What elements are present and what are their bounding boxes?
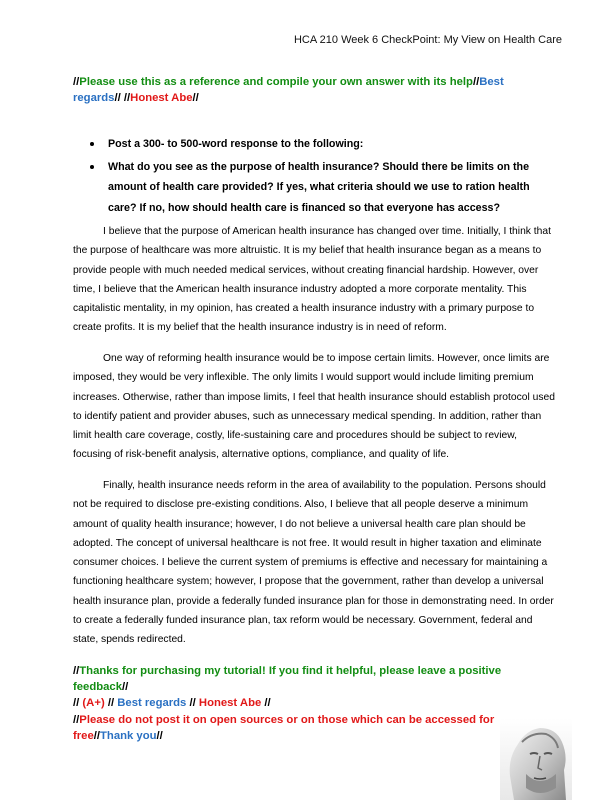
notice-slashes: // xyxy=(73,665,80,677)
reference-notice xyxy=(73,74,543,106)
notice-slashes: // xyxy=(73,714,80,726)
thank-you-text: Thank you xyxy=(100,730,157,742)
notice-slashes: // xyxy=(192,92,199,104)
best-regards: Best regards xyxy=(73,76,504,104)
page-header: HCA 210 Week 6 CheckPoint: My View on Health Care xyxy=(293,34,562,46)
notice-slashes: // xyxy=(73,76,80,88)
notice-slashes: // xyxy=(121,681,129,693)
best-regards: Best regards xyxy=(117,697,187,709)
lincoln-statue-image xyxy=(500,718,572,800)
bullet-item: What do you see as the purpose of health insurance? Should there be limits on the amount of health care provided? If yes, what criteria should we use to ration health care? If no, how should health care is financed so that everyone has access? xyxy=(90,157,560,219)
no-share-message: Please do not post it on open sources or on those which can be accessed for free xyxy=(73,714,495,742)
no-share-notice xyxy=(73,712,543,744)
author-name: Honest Abe xyxy=(198,697,262,709)
notice-slashes: // // xyxy=(114,92,131,104)
thanks-message: Thanks for purchasing my tutorial! If you find it helpful, please leave a positive feedback xyxy=(73,665,502,693)
body-paragraph: Finally, health insurance needs reform in the area of availability to the population. Persons should not be required to disclose pre-existing conditions. Also, I believe that all people deserve a minimum amount of quality health insurance; however, I do not believe a universal health care plan should be adopted. The concept of universal healthcare is not free. It would result in higher taxation and eliminate consumer choices. I believe the current system of premiums is effective and necessary for maintaining a functioning healthcare system; however, I propose that the government, rather than develop a universal health insurance plan, provide a federally funded insurance plan for those in demonstrating need. In order to create a federally funded insurance plan, tax reform would be necessary. Government, federal and state, spends redirected. xyxy=(73,480,554,646)
body-paragraph: One way of reforming health insurance would be to impose certain limits. However, once limits are imposed, they would be very inflexible. The only limits I would support would include limiting premium increases. Otherwise, rather than impose limits, I feel that health insurance should establish protocol used to identify patient and provider abuses, such as unnecessary medical spending. In addition, rather than limit health care coverage, costly, life-sustaining care and procedures should be subject to review, focusing of risk-benefit analysis, alternative options, compliance, and quality of life. xyxy=(73,353,555,461)
notice-slashes: // xyxy=(107,697,115,709)
notice-message: Please use this as a reference and compile your own answer with its help xyxy=(79,76,473,88)
body-paragraph: I believe that the purpose of American health insurance has changed over time. Initially, I think that the purpose of healthcare was more altruistic. It is my belief that health insurance began as a means to provide people with much needed medical services, without creating financial hardship. However, over time, I believe that the American health insurance industry adopted a more corporate mentality. This capitalistic mentality, in my opinion, has created a health insurance industry with a primary purpose to create profits. It is my belief that the health insurance industry is in need of reform. xyxy=(73,226,551,334)
grade-badge: (A+) xyxy=(82,697,105,709)
notice-slashes: // xyxy=(73,697,80,709)
notice-slashes: // xyxy=(156,730,163,742)
bullet-item: Post a 300- to 500-word response to the following: xyxy=(90,134,560,155)
author-name: Honest Abe xyxy=(130,92,193,104)
notice-slashes: // xyxy=(264,697,271,709)
thanks-notice xyxy=(73,663,543,711)
notice-slashes: // xyxy=(472,76,480,88)
notice-slashes: // xyxy=(93,730,101,742)
assignment-bullets xyxy=(90,134,560,220)
notice-slashes: // xyxy=(189,697,196,709)
